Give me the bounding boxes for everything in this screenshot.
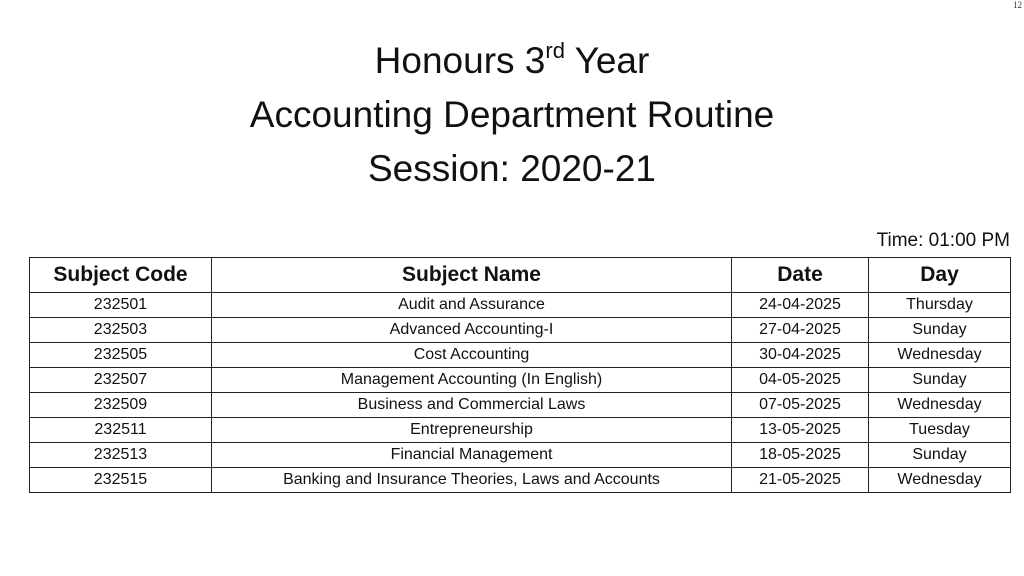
title-block [0, 34, 1024, 196]
routine-table [29, 257, 1011, 493]
subject-name: Entrepreneurship [212, 418, 732, 443]
exam-date: 13-05-2025 [732, 418, 869, 443]
subject-code: 232515 [30, 468, 212, 493]
subject-name: Advanced Accounting-I [212, 318, 732, 343]
header-day: Day [869, 258, 1011, 293]
title-year-ordinal: rd [545, 38, 565, 63]
subject-name: Audit and Assurance [212, 293, 732, 318]
exam-date: 30-04-2025 [732, 343, 869, 368]
subject-name: Banking and Insurance Theories, Laws and Accounts [212, 468, 732, 493]
exam-time: Time: 01:00 PM [876, 230, 1010, 251]
table-row [30, 443, 1011, 468]
table-row [30, 293, 1011, 318]
subject-code: 232503 [30, 318, 212, 343]
subject-code: 232509 [30, 393, 212, 418]
header-date: Date [732, 258, 869, 293]
table-row [30, 418, 1011, 443]
exam-date: 21-05-2025 [732, 468, 869, 493]
subject-code: 232505 [30, 343, 212, 368]
exam-day: Tuesday [869, 418, 1011, 443]
exam-date: 27-04-2025 [732, 318, 869, 343]
page-number: 12 [1013, 0, 1022, 10]
table-row [30, 343, 1011, 368]
exam-day: Sunday [869, 443, 1011, 468]
subject-name: Financial Management [212, 443, 732, 468]
subject-name: Business and Commercial Laws [212, 393, 732, 418]
header-subject-code: Subject Code [30, 258, 212, 293]
title-session: Session: 2020-21 [368, 148, 656, 189]
subject-name: Cost Accounting [212, 343, 732, 368]
table-row [30, 368, 1011, 393]
title-year-suffix: Year [564, 40, 650, 81]
subject-code: 232511 [30, 418, 212, 443]
header-subject-name: Subject Name [212, 258, 732, 293]
exam-day: Sunday [869, 318, 1011, 343]
subject-code: 232501 [30, 293, 212, 318]
exam-day: Wednesday [869, 468, 1011, 493]
exam-date: 07-05-2025 [732, 393, 869, 418]
title-year-prefix: Honours 3 [374, 40, 546, 81]
exam-day: Wednesday [869, 393, 1011, 418]
table-header-row [30, 258, 1011, 293]
subject-code: 232507 [30, 368, 212, 393]
table-row [30, 318, 1011, 343]
title-department: Accounting Department Routine [249, 94, 775, 135]
subject-name: Management Accounting (In English) [212, 368, 732, 393]
subject-code: 232513 [30, 443, 212, 468]
table-row [30, 468, 1011, 493]
title-year-line [0, 34, 1024, 88]
exam-date: 18-05-2025 [732, 443, 869, 468]
exam-day: Wednesday [869, 343, 1011, 368]
exam-date: 24-04-2025 [732, 293, 869, 318]
exam-day: Sunday [869, 368, 1011, 393]
table-row [30, 393, 1011, 418]
exam-day: Thursday [869, 293, 1011, 318]
exam-date: 04-05-2025 [732, 368, 869, 393]
